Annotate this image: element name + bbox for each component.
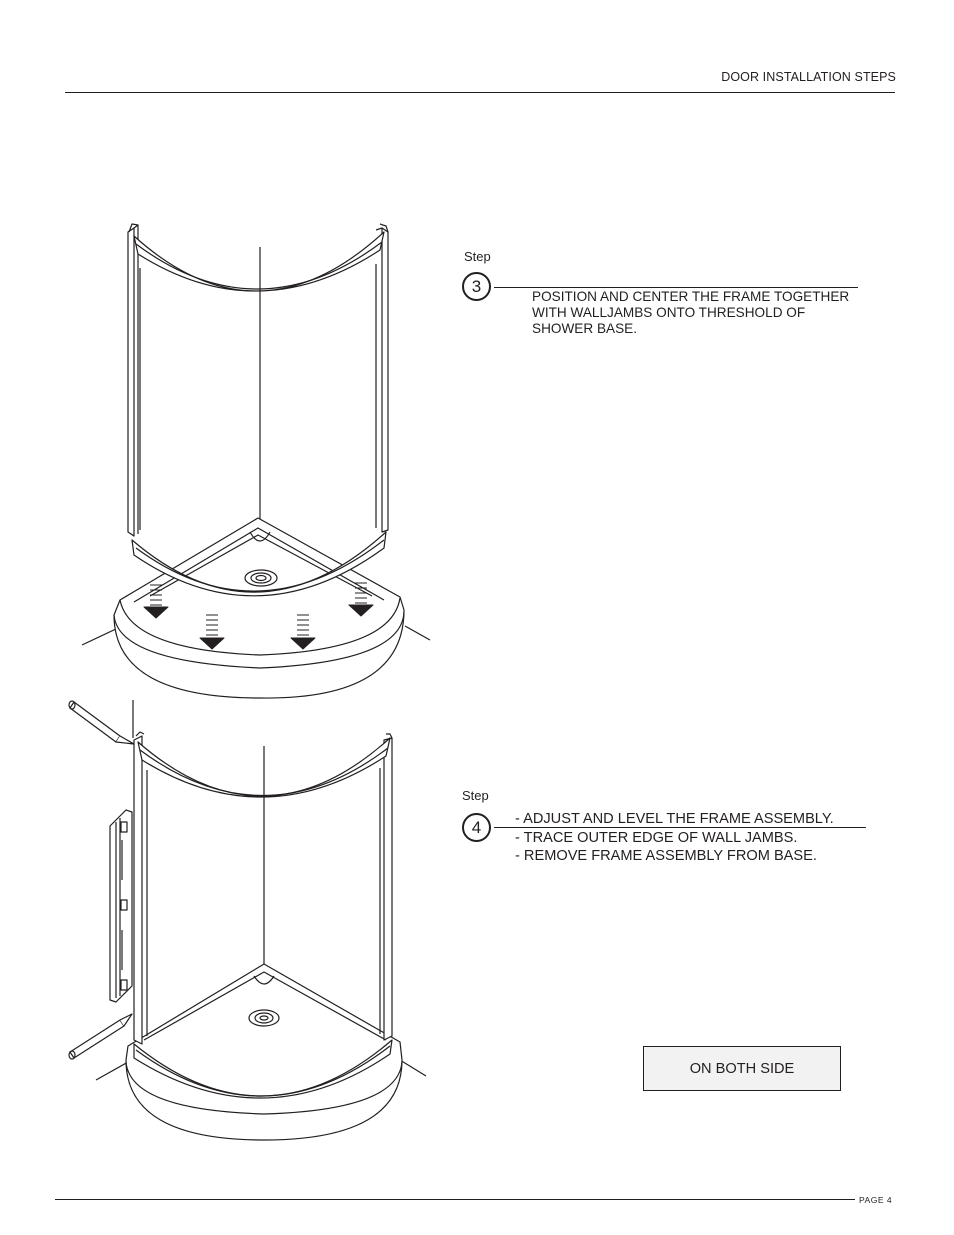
- step-4-line-1: - ADJUST AND LEVEL THE FRAME ASSEMBLY.: [515, 811, 834, 827]
- note-text: ON BOTH SIDE: [689, 1060, 795, 1077]
- step-3-instructions: [532, 289, 872, 337]
- step-4-number: 4: [471, 817, 482, 837]
- step-3-rule: [494, 287, 858, 288]
- page-header-title: DOOR INSTALLATION STEPS: [721, 70, 896, 84]
- step-3-label: Step: [464, 249, 491, 264]
- step-3-number-badge: [462, 272, 491, 301]
- step-4-line-2: - TRACE OUTER EDGE OF WALL JAMBS.: [515, 829, 798, 846]
- step-3-number: 3: [471, 276, 482, 296]
- step-3-line-2: WITH WALLJAMBS ONTO THRESHOLD OF: [532, 305, 806, 320]
- page-number: PAGE 4: [859, 1195, 893, 1205]
- step-3-line-3: SHOWER BASE.: [532, 321, 637, 336]
- step-4-instructions: [515, 810, 875, 866]
- step-3-line-1: POSITION AND CENTER THE FRAME TOGETHER: [532, 289, 850, 304]
- header-divider: [65, 92, 895, 93]
- step-4-line-3: - REMOVE FRAME ASSEMBLY FROM BASE.: [515, 848, 817, 864]
- step-4-label: Step: [462, 788, 489, 803]
- note-box: [643, 1046, 841, 1091]
- footer-divider: [55, 1199, 855, 1200]
- step-4-number-badge: [462, 813, 491, 842]
